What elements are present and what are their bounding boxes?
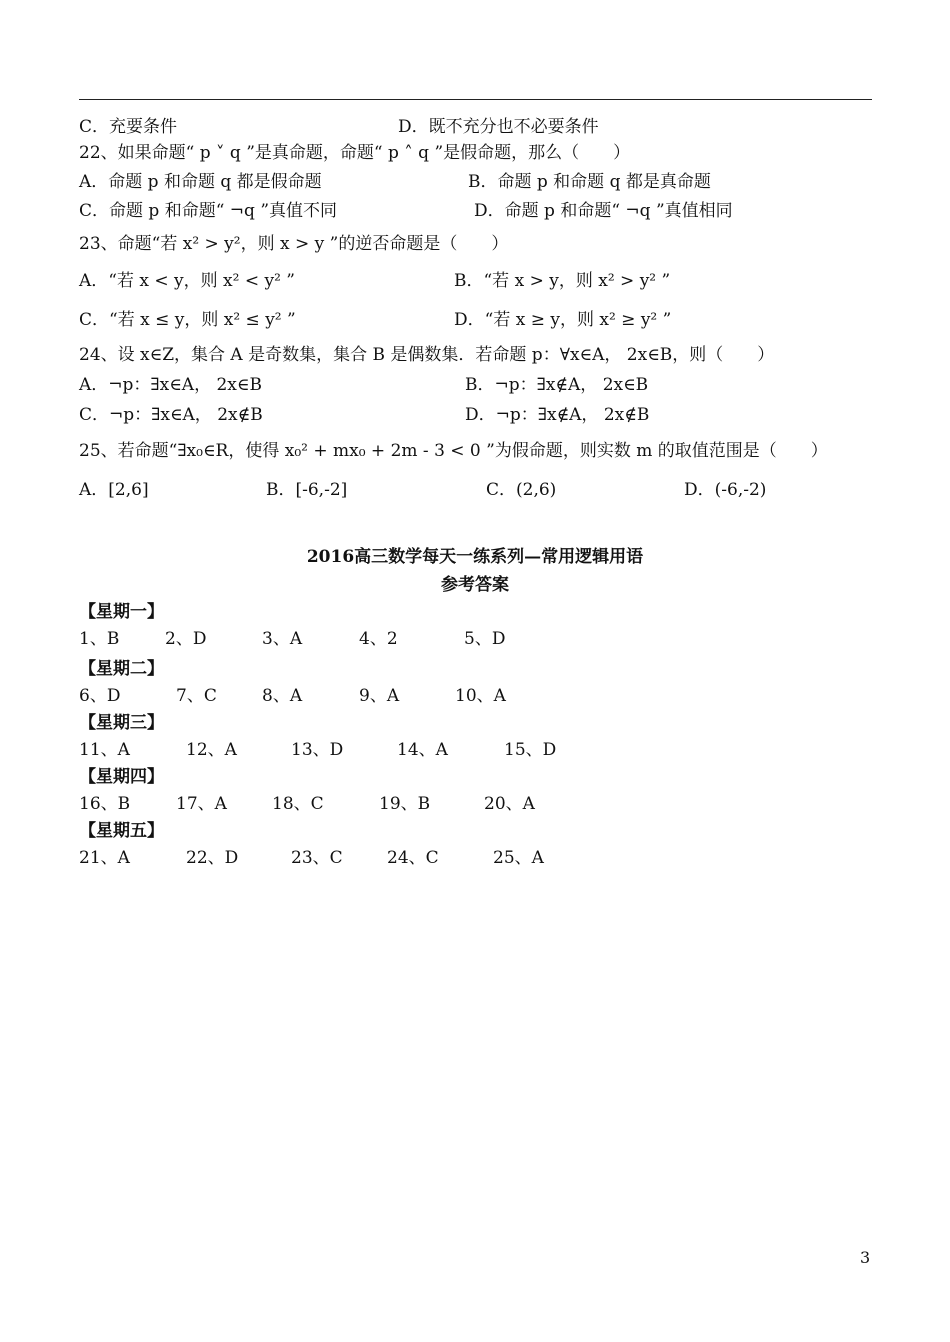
week-label: 【星期五】 xyxy=(79,821,164,841)
q21-option-c: C．充要条件 xyxy=(79,117,178,137)
q24-option-d: D．¬p：∃x∉A， 2x∉B xyxy=(465,405,650,425)
q25-option-b: B．[-6,-2] xyxy=(266,480,348,500)
week-label: 【星期一】 xyxy=(79,602,164,622)
week-label: 【星期二】 xyxy=(79,659,164,679)
answer-item: 12、A xyxy=(186,740,237,760)
answer-item: 21、A xyxy=(79,848,130,868)
q24-option-a: A．¬p：∃x∈A， 2x∈B xyxy=(79,375,262,395)
q23-option-b: B．“若 x > y，则 x² > y² ” xyxy=(454,271,671,291)
answer-item: 20、A xyxy=(484,794,535,814)
answer-item: 13、D xyxy=(291,740,344,760)
header-rule xyxy=(79,99,872,100)
answer-item: 18、C xyxy=(272,794,324,814)
answer-item: 23、C xyxy=(291,848,343,868)
answer-item: 15、D xyxy=(504,740,557,760)
answer-item: 4、2 xyxy=(359,629,398,649)
answer-item: 6、D xyxy=(79,686,121,706)
q25-option-c: C．(2,6) xyxy=(486,480,557,500)
answer-item: 17、A xyxy=(176,794,227,814)
q25-option-d: D．(-6,-2) xyxy=(684,480,767,500)
q23-option-c: C．“若 x ≤ y，则 x² ≤ y² ” xyxy=(79,310,296,330)
answer-item: 11、A xyxy=(79,740,130,760)
answer-item: 19、B xyxy=(379,794,431,814)
page-number: 3 xyxy=(860,1248,871,1267)
answer-item: 8、A xyxy=(262,686,303,706)
answer-item: 3、A xyxy=(262,629,303,649)
week-label: 【星期三】 xyxy=(79,713,164,733)
q22-option-a: A．命题 p 和命题 q 都是假命题 xyxy=(79,172,322,192)
answer-item: 2、D xyxy=(165,629,207,649)
q24-stem: 24、设 x∈Z，集合 A 是奇数集，集合 B 是偶数集．若命题 p：∀x∈A， 2x∈B，则（ ） xyxy=(79,345,775,365)
answer-item: 1、B xyxy=(79,629,120,649)
q25-option-a: A．[2,6] xyxy=(79,480,149,500)
answer-item: 14、A xyxy=(397,740,448,760)
q22-option-b: B．命题 p 和命题 q 都是真命题 xyxy=(468,172,711,192)
answer-item: 9、A xyxy=(359,686,400,706)
q23-option-d: D．“若 x ≥ y，则 x² ≥ y² ” xyxy=(454,310,672,330)
answer-item: 25、A xyxy=(493,848,544,868)
q22-stem: 22、如果命题“ p ˅ q ”是真命题，命题“ p ˄ q ”是假命题，那么（ ） xyxy=(79,143,631,163)
answer-item: 24、C xyxy=(387,848,439,868)
q23-option-a: A．“若 x < y，则 x² < y² ” xyxy=(79,271,295,291)
answers-subtitle: 参考答案 xyxy=(441,575,509,595)
q24-option-c: C．¬p：∃x∈A， 2x∉B xyxy=(79,405,263,425)
q22-option-c: C．命题 p 和命题“ ¬q ”真值不同 xyxy=(79,201,338,221)
answer-item: 22、D xyxy=(186,848,239,868)
answers-title: 2016高三数学每天一练系列—常用逻辑用语 xyxy=(306,547,644,567)
q21-option-d: D．既不充分也不必要条件 xyxy=(398,117,599,137)
q22-option-d: D．命题 p 和命题“ ¬q ”真值相同 xyxy=(474,201,733,221)
answer-item: 7、C xyxy=(176,686,217,706)
answer-item: 10、A xyxy=(455,686,506,706)
q23-stem: 23、命题“若 x² > y²，则 x > y ”的逆否命题是（ ） xyxy=(79,234,509,254)
answer-item: 5、D xyxy=(464,629,506,649)
answer-item: 16、B xyxy=(79,794,131,814)
week-label: 【星期四】 xyxy=(79,767,164,787)
q24-option-b: B．¬p：∃x∉A， 2x∈B xyxy=(465,375,649,395)
q25-stem: 25、若命题“∃x₀∈R，使得 x₀² + mx₀ + 2m - 3 < 0 ”为假命题，则实数 m 的取值范围是（ ） xyxy=(79,441,828,461)
